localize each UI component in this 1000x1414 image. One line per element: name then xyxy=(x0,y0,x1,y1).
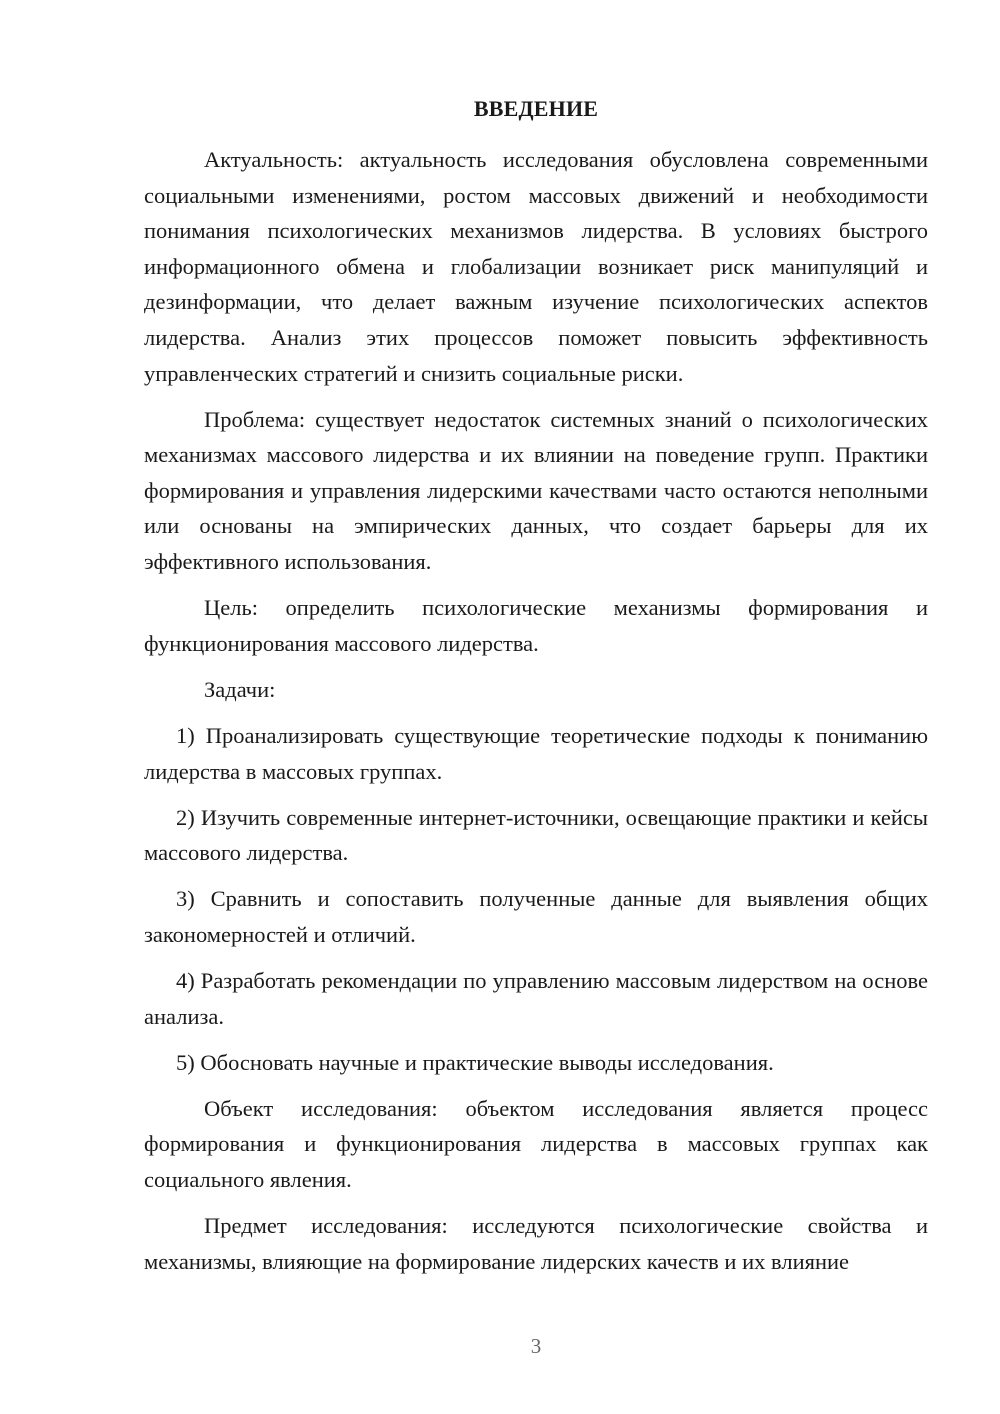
paragraph-relevance: Актуальность: актуальность исследования обусловлена современными социальными изменениями, ростом массовых движений и необходимости понимания психологических механизмов лидерства. В условиях быстрого информационного обмена и глобализации возникает риск манипуляций и дезинформации, что делает важным изучение психологических аспектов лидерства. Анализ этих процессов поможет повысить эффективность управленческих стратегий и снизить социальные риски. xyxy=(144,147,928,386)
paragraph-goal: Цель: определить психологические механизмы формирования и функционирования массового лидерства. xyxy=(144,595,928,656)
paragraph-subject: Предмет исследования: исследуются психологические свойства и механизмы, влияющие на формирование лидерских качеств и их влияние xyxy=(144,1213,928,1274)
paragraph-object: Объект исследования: объектом исследования является процесс формирования и функционирования лидерства в массовых группах как социального явления. xyxy=(144,1095,928,1192)
paragraph-tasks-heading: Задачи: xyxy=(204,676,276,702)
task-item-2: 2) Изучить современные интернет-источники, освещающие практики и кейсы массового лидерства. xyxy=(144,804,928,866)
task-item-4: 4) Разработать рекомендации по управлению массовым лидерством на основе анализа. xyxy=(144,967,928,1029)
task-item-3: 3) Сравнить и сопоставить полученные данные для выявления общих закономерностей и отличий. xyxy=(144,886,928,947)
task-item-1: 1) Проанализировать существующие теоретические подходы к пониманию лидерства в массовых группах. xyxy=(144,722,928,784)
page-title: ВВЕДЕНИЕ xyxy=(473,96,599,121)
document-body xyxy=(144,142,928,1290)
paragraph-problem: Проблема: существует недостаток системных знаний о психологических механизмах массового лидерства и их влиянии на поведение групп. Практики формирования и управления лидерскими качествами часто остаются неполными или основаны на эмпирических данных, что создает барьеры для их эффективного использования. xyxy=(144,406,928,575)
page-number: 3 xyxy=(530,1334,542,1358)
task-item-5: 5) Обосновать научные и практические выводы исследования. xyxy=(176,1049,774,1075)
